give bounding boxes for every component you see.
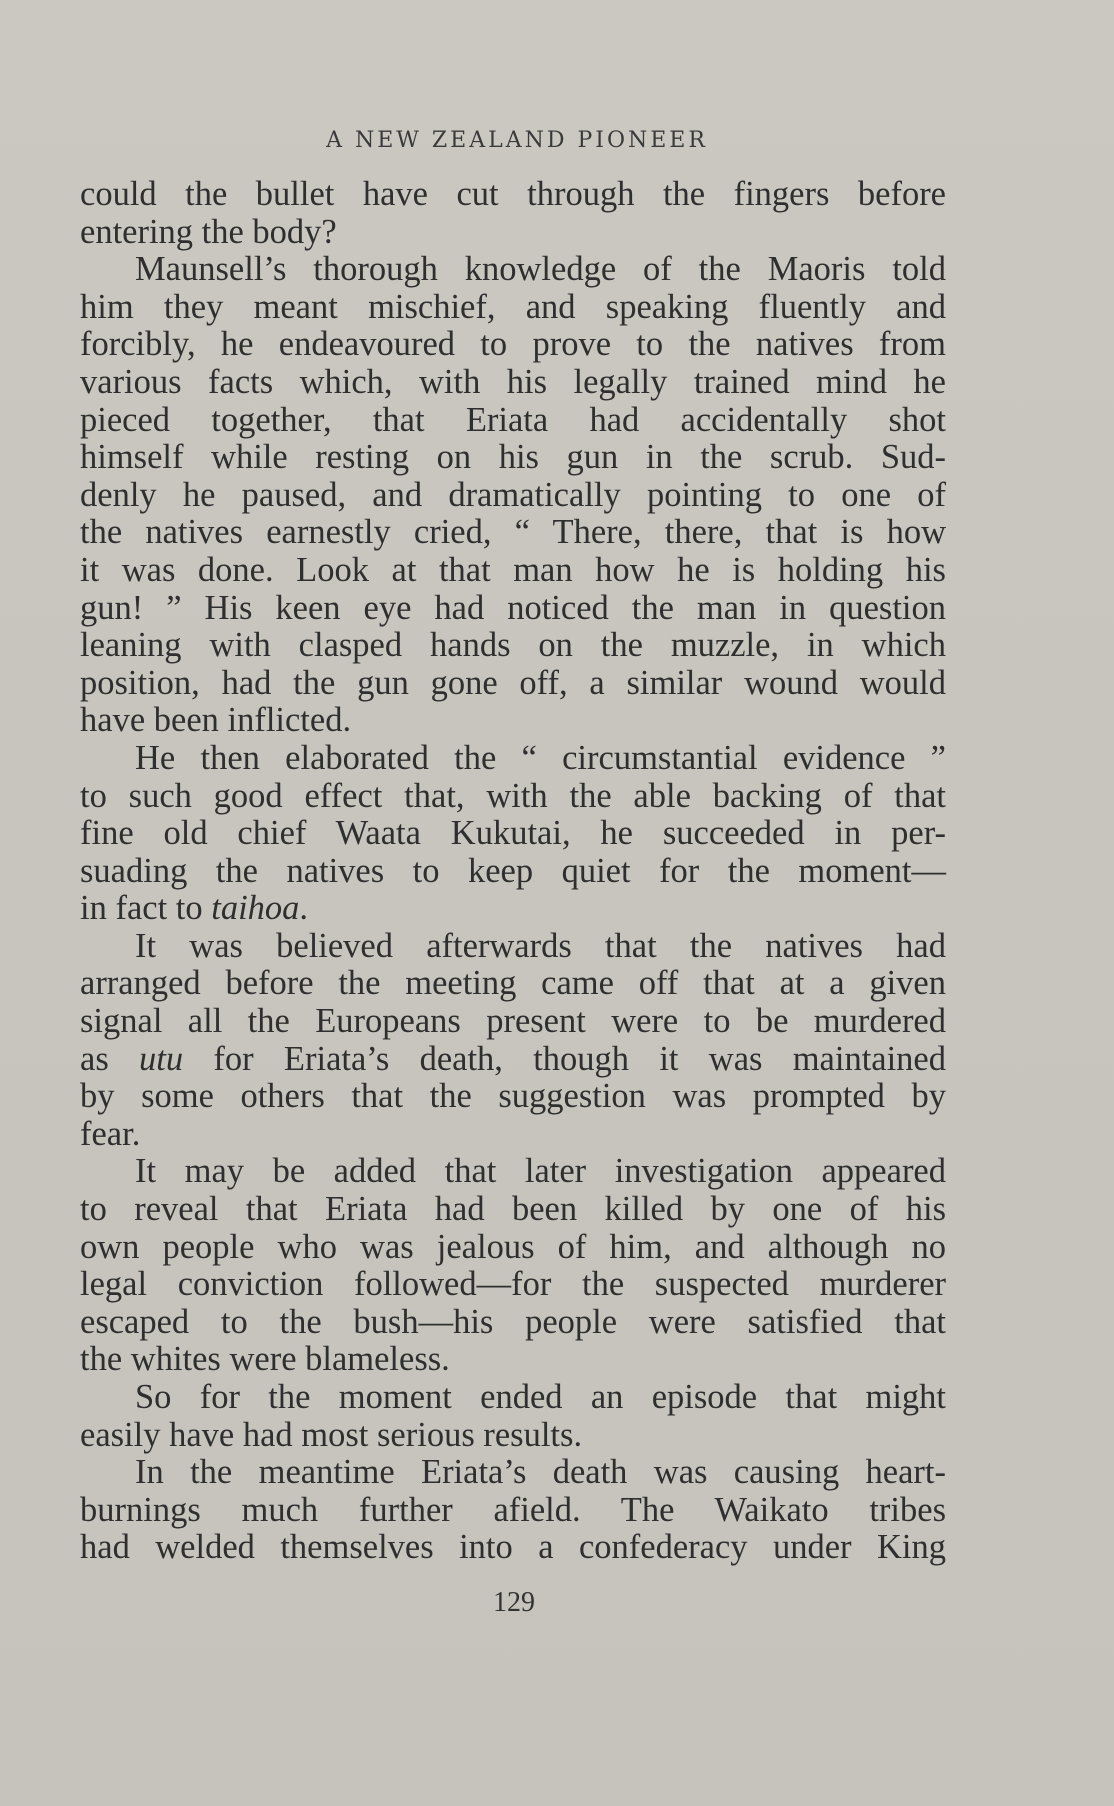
text-line: gun! ” His keen eye had noticed the man in question <box>80 588 946 627</box>
text-line: signal all the Europeans present were to be murdered <box>80 1002 946 1041</box>
text-segment: in fact to <box>80 889 212 928</box>
text-line-italic <box>80 1041 946 1079</box>
text-line: leaning with clasped hands on the muzzle, in which <box>80 626 946 665</box>
text-line: had welded themselves into a confederacy under King <box>80 1528 946 1567</box>
text-line: escaped to the bush—his people were satisfied that <box>80 1302 946 1341</box>
text-line: He then elaborated the “ circumstantial evidence ” <box>135 738 946 777</box>
text-line: suading the natives to keep quiet for the moment— <box>80 851 946 890</box>
text-line: various facts which, with his legally trained mind he <box>80 362 946 401</box>
text-line: could the bullet have cut through the fingers before <box>80 175 946 213</box>
text-line: have been inflicted. <box>80 701 352 740</box>
text-line: own people who was jealous of him, and although no <box>80 1227 946 1266</box>
text-segment: as <box>80 1039 140 1078</box>
text-line: him they meant mischief, and speaking fluently and <box>80 287 946 326</box>
text-line: by some others that the suggestion was prompted by <box>80 1077 946 1116</box>
italic-term: taihoa <box>211 889 300 928</box>
text-line: legal conviction followed—for the suspected murderer <box>80 1265 946 1304</box>
text-segment: for Eriata’s death, though it was maintained <box>183 1039 946 1078</box>
text-line: the natives earnestly cried, “ There, there, that is how <box>80 513 946 552</box>
text-line: easily have had most serious results. <box>80 1415 583 1454</box>
text-line: arranged before the meeting came off that at a given <box>80 964 946 1003</box>
text-line: fear. <box>80 1114 141 1153</box>
text-line: forcibly, he endeavoured to prove to the natives from <box>80 325 946 364</box>
text-line: fine old chief Waata Kukutai, he succeeded in per- <box>80 814 946 853</box>
text-segment: . <box>299 889 309 928</box>
text-line: to such good effect that, with the able backing of that <box>80 776 946 815</box>
text-line: burnings much further afield. The Waikato tribes <box>80 1490 946 1529</box>
text-line: It may be added that later investigation appeared <box>135 1152 946 1191</box>
text-line: position, had the gun gone off, a similar wound would <box>80 663 946 702</box>
page-number: 129 <box>493 1587 535 1618</box>
running-head: A NEW ZEALAND PIONEER <box>326 128 708 153</box>
text-line-italic <box>80 890 946 928</box>
text-line: to reveal that Eriata had been killed by one of his <box>80 1190 946 1229</box>
italic-term: utu <box>139 1039 184 1078</box>
text-line: entering the body? <box>80 212 337 251</box>
body-text <box>80 176 946 1567</box>
text-line: it was done. Look at that man how he is holding his <box>80 550 946 589</box>
text-line: Maunsell’s thorough knowledge of the Maoris told <box>135 250 946 289</box>
text-line: himself while resting on his gun in the scrub. Sud- <box>80 438 946 477</box>
text-line: It was believed afterwards that the natives had <box>135 926 946 965</box>
text-line: pieced together, that Eriata had accidentally shot <box>80 400 946 439</box>
text-line: So for the moment ended an episode that might <box>135 1378 946 1416</box>
text-line: the whites were blameless. <box>80 1340 450 1379</box>
text-line: In the meantime Eriata’s death was causing heart- <box>135 1453 946 1492</box>
text-line: denly he paused, and dramatically pointing to one of <box>80 475 946 514</box>
